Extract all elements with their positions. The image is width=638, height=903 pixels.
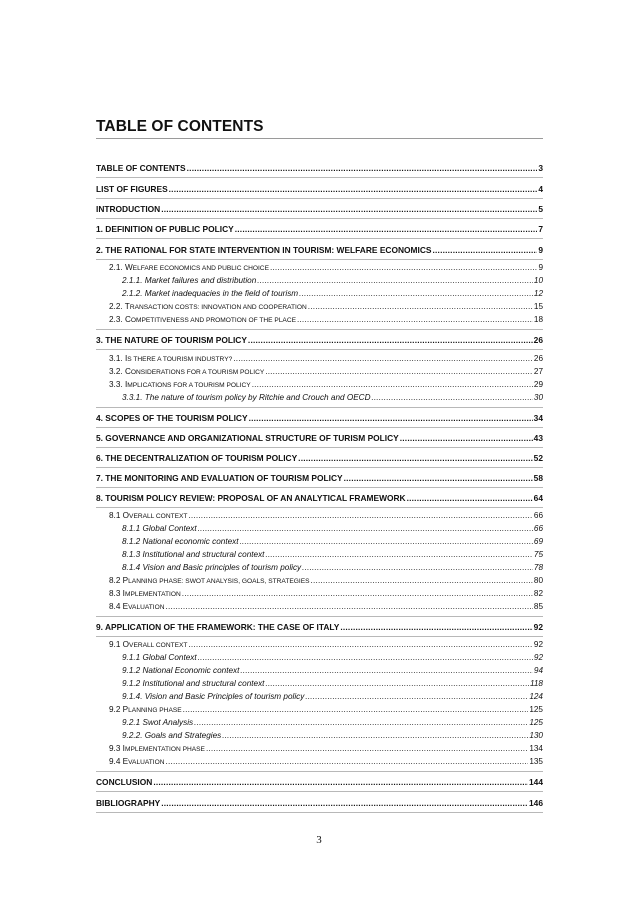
dot-leader bbox=[265, 678, 528, 690]
toc-entry[interactable] bbox=[122, 392, 543, 404]
entry-separator bbox=[96, 771, 543, 772]
entry-separator bbox=[96, 198, 543, 199]
toc-entry[interactable] bbox=[109, 366, 543, 378]
toc-entry-page: 135 bbox=[529, 757, 543, 766]
dot-leader bbox=[248, 334, 533, 346]
toc-entry[interactable] bbox=[122, 730, 543, 742]
toc-entry-label: 8.1.3 Institutional and structural context bbox=[122, 550, 265, 559]
entry-separator bbox=[96, 238, 543, 239]
toc-entry[interactable] bbox=[96, 472, 543, 484]
dot-leader bbox=[308, 301, 533, 313]
toc-entry-page: 10 bbox=[533, 276, 543, 285]
entry-separator bbox=[96, 636, 543, 637]
toc-entry-label: 9.1.4. Vision and Basic Principles of tourism policy bbox=[122, 692, 305, 701]
toc-entry[interactable] bbox=[96, 432, 543, 444]
dot-leader bbox=[340, 621, 532, 633]
toc-entry[interactable] bbox=[96, 223, 543, 235]
dot-leader bbox=[183, 704, 529, 716]
toc-entry-label: 2.1.2. Market inadequacies in the field of tourism bbox=[122, 289, 299, 298]
toc-entry[interactable] bbox=[96, 244, 543, 256]
toc-entry-page: 30 bbox=[533, 393, 543, 402]
dot-leader bbox=[311, 575, 533, 587]
entry-separator bbox=[96, 467, 543, 468]
entry-separator bbox=[96, 177, 543, 178]
toc-entry-label: INTRODUCTION bbox=[96, 204, 161, 214]
entry-separator bbox=[96, 487, 543, 488]
dot-leader bbox=[188, 639, 532, 651]
toc-entry-label: LIST OF FIGURES bbox=[96, 184, 168, 194]
toc-entry[interactable] bbox=[122, 691, 543, 703]
toc-entry[interactable] bbox=[109, 588, 543, 600]
toc-entry[interactable] bbox=[109, 756, 543, 768]
toc-entry-label: 3.1. IS THERE A TOURISM INDUSTRY? bbox=[109, 354, 233, 363]
dot-leader bbox=[270, 262, 537, 274]
toc-entry-label: 9.2.2. Goals and Strategies bbox=[122, 731, 222, 740]
toc-entry-page: 92 bbox=[533, 622, 543, 632]
toc-entry[interactable] bbox=[96, 621, 543, 633]
dot-leader bbox=[240, 665, 532, 677]
entry-separator bbox=[96, 812, 543, 813]
toc-entry-label: 9.3 IMPLEMENTATION PHASE bbox=[109, 744, 205, 753]
toc-heading: TABLE OF CONTENTS bbox=[96, 118, 264, 135]
toc-entry-label: 2.1.1. Market failures and distribution bbox=[122, 276, 257, 285]
toc-entry-page: 92 bbox=[533, 653, 543, 662]
toc-entry-page: 78 bbox=[533, 563, 543, 572]
toc-entry-label: CONCLUSION bbox=[96, 777, 153, 787]
toc-entry[interactable] bbox=[96, 776, 543, 788]
dot-leader bbox=[257, 275, 533, 287]
toc-entry[interactable] bbox=[122, 678, 543, 690]
toc-entry-page: 130 bbox=[529, 731, 543, 740]
dot-leader bbox=[299, 288, 533, 300]
dot-leader bbox=[344, 472, 533, 484]
toc-entry-label: 8.1.4 Vision and Basic principles of tourism policy bbox=[122, 563, 302, 572]
toc-entry[interactable] bbox=[122, 523, 543, 535]
dot-leader bbox=[153, 776, 528, 788]
toc-entry[interactable] bbox=[96, 183, 543, 195]
toc-entry[interactable] bbox=[109, 301, 543, 313]
entry-separator bbox=[96, 259, 543, 260]
toc-entry-page: 3 bbox=[538, 163, 543, 173]
toc-entry[interactable] bbox=[109, 704, 543, 716]
toc-entry[interactable] bbox=[122, 652, 543, 664]
entry-separator bbox=[96, 349, 543, 350]
dot-leader bbox=[252, 379, 533, 391]
toc-entry-label: 9.1.2 National Economic context bbox=[122, 666, 240, 675]
toc-entry-label: 8.2 PLANNING PHASE: SWOT ANALYSIS, GOALS, STRATEGIES bbox=[109, 576, 310, 585]
entry-separator bbox=[96, 427, 543, 428]
toc-entry[interactable] bbox=[109, 639, 543, 651]
toc-entry-page: 34 bbox=[533, 413, 543, 423]
toc-entry-page: 125 bbox=[529, 718, 543, 727]
toc-entry[interactable] bbox=[96, 412, 543, 424]
toc-entry-label: 5. GOVERNANCE AND ORGANIZATIONAL STRUCTURE OF TURISM POLICY bbox=[96, 433, 399, 443]
toc-entry-label: 3.3. IMPLICATIONS FOR A TOURISM POLICY bbox=[109, 380, 251, 389]
toc-entry-label: 2.3. COMPETITIVENESS AND PROMOTION OF THE PLACE bbox=[109, 315, 296, 324]
toc-entry[interactable] bbox=[109, 314, 543, 326]
toc-entry-label: 8.3 IMPLEMENTATION bbox=[109, 589, 181, 598]
toc-entry[interactable] bbox=[109, 379, 543, 391]
toc-entry-page: 43 bbox=[533, 433, 543, 443]
toc-entry-page: 144 bbox=[529, 777, 543, 787]
toc-entry[interactable] bbox=[109, 262, 543, 274]
toc-entry-page: 27 bbox=[533, 367, 543, 376]
dot-leader bbox=[265, 366, 533, 378]
toc-entry-page: 66 bbox=[533, 524, 543, 533]
toc-entry-label: BIBLIOGRAPHY bbox=[96, 798, 161, 808]
toc-entry[interactable] bbox=[96, 452, 543, 464]
toc-entry[interactable] bbox=[109, 743, 543, 755]
toc-entry-page: 69 bbox=[533, 537, 543, 546]
toc-entry-label: 9.2.1 Swot Analysis bbox=[122, 718, 194, 727]
dot-leader bbox=[198, 652, 533, 664]
dot-leader bbox=[297, 314, 533, 326]
toc-entry-page: 125 bbox=[529, 705, 543, 714]
toc-entry-page: 66 bbox=[533, 511, 543, 520]
toc-entry-page: 118 bbox=[529, 679, 543, 688]
dot-leader bbox=[400, 432, 533, 444]
toc-entry[interactable] bbox=[96, 797, 543, 809]
toc-entry-page: 94 bbox=[533, 666, 543, 675]
toc-entry-label: 8.1 OVERALL CONTEXT bbox=[109, 511, 188, 520]
toc-entry-label: 9.2 PLANNING PHASE bbox=[109, 705, 182, 714]
entry-separator bbox=[96, 616, 543, 617]
toc-entry-label: 1. DEFINITION OF PUBLIC POLICY bbox=[96, 224, 234, 234]
toc-entry-page: 26 bbox=[533, 354, 543, 363]
entry-separator bbox=[96, 329, 543, 330]
toc-entry-page: 134 bbox=[529, 744, 543, 753]
toc-entry[interactable] bbox=[109, 510, 543, 522]
toc-entry[interactable] bbox=[96, 162, 543, 174]
entry-separator bbox=[96, 791, 543, 792]
entry-separator bbox=[96, 407, 543, 408]
dot-leader bbox=[169, 183, 538, 195]
toc-entry-page: 64 bbox=[533, 493, 543, 503]
dot-leader bbox=[249, 412, 533, 424]
toc-entry-page: 9 bbox=[538, 263, 543, 272]
toc-entry[interactable] bbox=[96, 203, 543, 215]
toc-entry-label: 7. THE MONITORING AND EVALUATION OF TOURISM POLICY bbox=[96, 473, 343, 483]
dot-leader bbox=[194, 717, 528, 729]
toc-entry[interactable] bbox=[96, 492, 543, 504]
toc-entry[interactable] bbox=[122, 549, 543, 561]
toc-entry-label: 8.1.2 National economic context bbox=[122, 537, 239, 546]
toc-entry-page: 75 bbox=[533, 550, 543, 559]
dot-leader bbox=[222, 730, 528, 742]
toc-entry-label: 2. THE RATIONAL FOR STATE INTERVENTION IN TOURISM: WELFARE ECONOMICS bbox=[96, 245, 432, 255]
toc-entry-label: 9.4 EVALUATION bbox=[109, 757, 165, 766]
toc-entry[interactable] bbox=[109, 575, 543, 587]
toc-entry-label: 8.4 EVALUATION bbox=[109, 602, 165, 611]
dot-leader bbox=[371, 392, 532, 404]
dot-leader bbox=[407, 492, 533, 504]
dot-leader bbox=[233, 353, 533, 365]
page-number: 3 bbox=[316, 834, 322, 846]
dot-leader bbox=[182, 588, 533, 600]
toc-entry[interactable] bbox=[109, 353, 543, 365]
dot-leader bbox=[188, 510, 532, 522]
toc-entry[interactable] bbox=[109, 601, 543, 613]
toc-entry-page: 26 bbox=[533, 335, 543, 345]
toc-entry-page: 7 bbox=[538, 224, 543, 234]
toc-entry-label: TABLE OF CONTENTS bbox=[96, 163, 186, 173]
toc-entry[interactable] bbox=[122, 275, 543, 287]
toc-entry-label: 3. THE NATURE OF TOURISM POLICY bbox=[96, 335, 247, 345]
toc-entry-label: 9.1.2 Institutional and structural context bbox=[122, 679, 265, 688]
toc-entry[interactable] bbox=[122, 288, 543, 300]
toc-entry-page: 124 bbox=[529, 692, 543, 701]
toc-entry[interactable] bbox=[122, 717, 543, 729]
dot-leader bbox=[235, 223, 538, 235]
dot-leader bbox=[302, 562, 533, 574]
toc-entry-label: 8.1.1 Global Context bbox=[122, 524, 197, 533]
toc-entry-page: 12 bbox=[533, 289, 543, 298]
toc-entry-page: 9 bbox=[538, 245, 543, 255]
toc-entry-label: 2.2. TRANSACTION COSTS: INNOVATION AND COOPERATION bbox=[109, 302, 307, 311]
dot-leader bbox=[198, 523, 533, 535]
dot-leader bbox=[265, 549, 532, 561]
entry-separator bbox=[96, 218, 543, 219]
dot-leader bbox=[166, 756, 529, 768]
toc-entry-label: 9.1.1 Global Context bbox=[122, 653, 197, 662]
toc-entry-page: 18 bbox=[533, 315, 543, 324]
dot-leader bbox=[161, 203, 537, 215]
toc-entry-label: 9.1 OVERALL CONTEXT bbox=[109, 640, 188, 649]
toc-entry-page: 4 bbox=[538, 184, 543, 194]
dot-leader bbox=[432, 244, 537, 256]
toc-entry[interactable] bbox=[122, 562, 543, 574]
toc-entry-label: 3.3.1. The nature of tourism policy by Ritchie and Crouch and OECD bbox=[122, 393, 371, 402]
dot-leader bbox=[298, 452, 533, 464]
dot-leader bbox=[187, 162, 538, 174]
toc-entry-page: 85 bbox=[533, 602, 543, 611]
toc-entry-label: 8. TOURISM POLICY REVIEW: PROPOSAL OF AN ANALYTICAL FRAMEWORK bbox=[96, 493, 406, 503]
toc-entry-page: 92 bbox=[533, 640, 543, 649]
toc-entry-label: 3.2. CONSIDERATIONS FOR A TOURISM POLICY bbox=[109, 367, 265, 376]
toc-entry-page: 52 bbox=[533, 453, 543, 463]
toc-entry-page: 146 bbox=[529, 798, 543, 808]
toc-entry-page: 5 bbox=[538, 204, 543, 214]
toc-entry-page: 82 bbox=[533, 589, 543, 598]
toc-entry-page: 15 bbox=[533, 302, 543, 311]
toc-entry-page: 80 bbox=[533, 576, 543, 585]
dot-leader bbox=[161, 797, 528, 809]
toc-entry-label: 6. THE DECENTRALIZATION OF TOURISM POLICY bbox=[96, 453, 298, 463]
toc-entry-label: 9. APPLICATION OF THE FRAMEWORK: THE CASE OF ITALY bbox=[96, 622, 340, 632]
toc-entry-page: 29 bbox=[533, 380, 543, 389]
toc-entry[interactable] bbox=[122, 665, 543, 677]
dot-leader bbox=[206, 743, 528, 755]
toc-entry-label: 2.1. WELFARE ECONOMICS AND PUBLIC CHOICE bbox=[109, 263, 269, 272]
toc-entry[interactable] bbox=[122, 536, 543, 548]
toc-entry-page: 58 bbox=[533, 473, 543, 483]
toc-entry-label: 4. SCOPES OF THE TOURISM POLICY bbox=[96, 413, 248, 423]
entry-separator bbox=[96, 447, 543, 448]
dot-leader bbox=[305, 691, 528, 703]
entry-separator bbox=[96, 507, 543, 508]
toc-entry[interactable] bbox=[96, 334, 543, 346]
dot-leader bbox=[166, 601, 533, 613]
dot-leader bbox=[240, 536, 533, 548]
